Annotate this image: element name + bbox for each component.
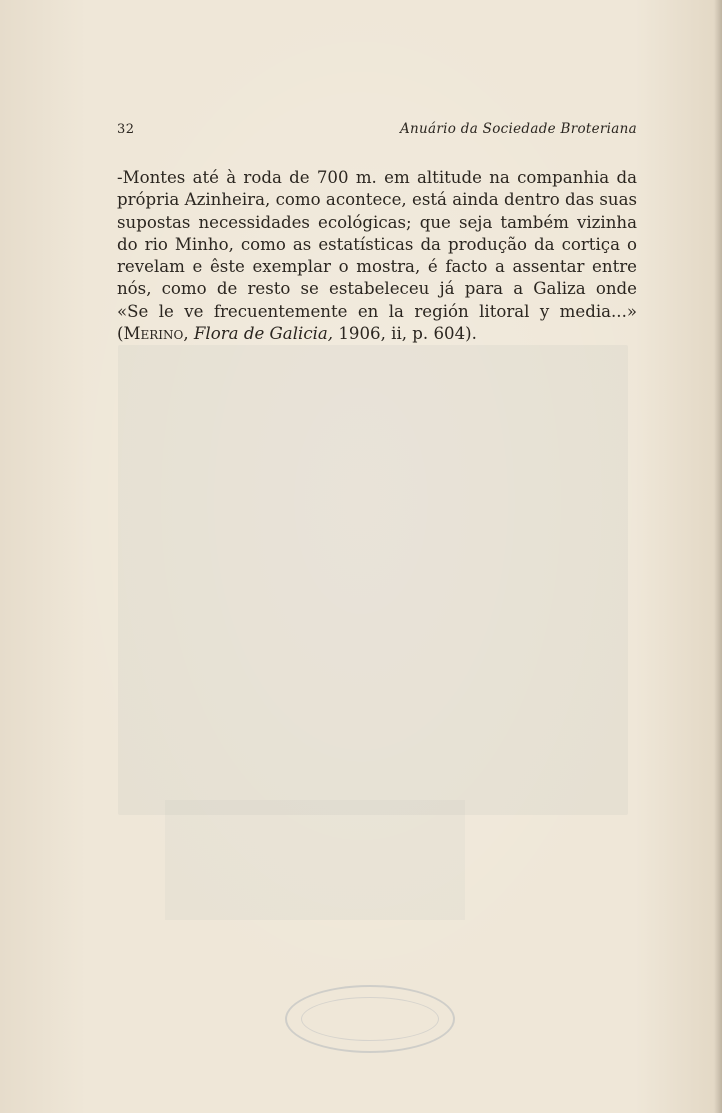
page-number: 32 bbox=[117, 122, 135, 137]
citation-open: ( bbox=[117, 324, 124, 344]
text-line: do rio Minho, como as estatísticas da produção da cortiça o bbox=[117, 234, 637, 254]
citation-line bbox=[117, 323, 637, 345]
body-paragraph bbox=[117, 167, 637, 345]
running-header bbox=[117, 120, 637, 142]
text-line: supostas necessidades ecológicas; que seja também vizinha bbox=[117, 212, 637, 232]
running-title: Anuário da Sociedade Broteriana bbox=[400, 121, 637, 137]
citation-title: Flora de Galicia, bbox=[193, 324, 334, 344]
quoted-text-line: «Se le ve frecuentemente en la región litoral y media...» bbox=[117, 301, 637, 321]
library-stamp bbox=[285, 985, 455, 1053]
text-line: -Montes até à roda de 700 m. em altitude na companhia da bbox=[117, 168, 637, 187]
show-through-image bbox=[118, 345, 628, 815]
page-edge-shadow bbox=[714, 0, 722, 1113]
text-line: revelam e êste exemplar o mostra, é facto a assentar entre bbox=[117, 257, 637, 277]
citation-details: 1906, ii, p. 604). bbox=[333, 324, 477, 344]
text-line: própria Azinheira, como acontece, está ainda dentro das suas bbox=[117, 190, 637, 210]
citation-author: Merino bbox=[123, 324, 184, 344]
text-line: nós, como de resto se estabeleceu já para a Galiza onde bbox=[117, 279, 637, 299]
citation-separator: , bbox=[183, 324, 194, 344]
show-through-caption bbox=[165, 800, 465, 920]
